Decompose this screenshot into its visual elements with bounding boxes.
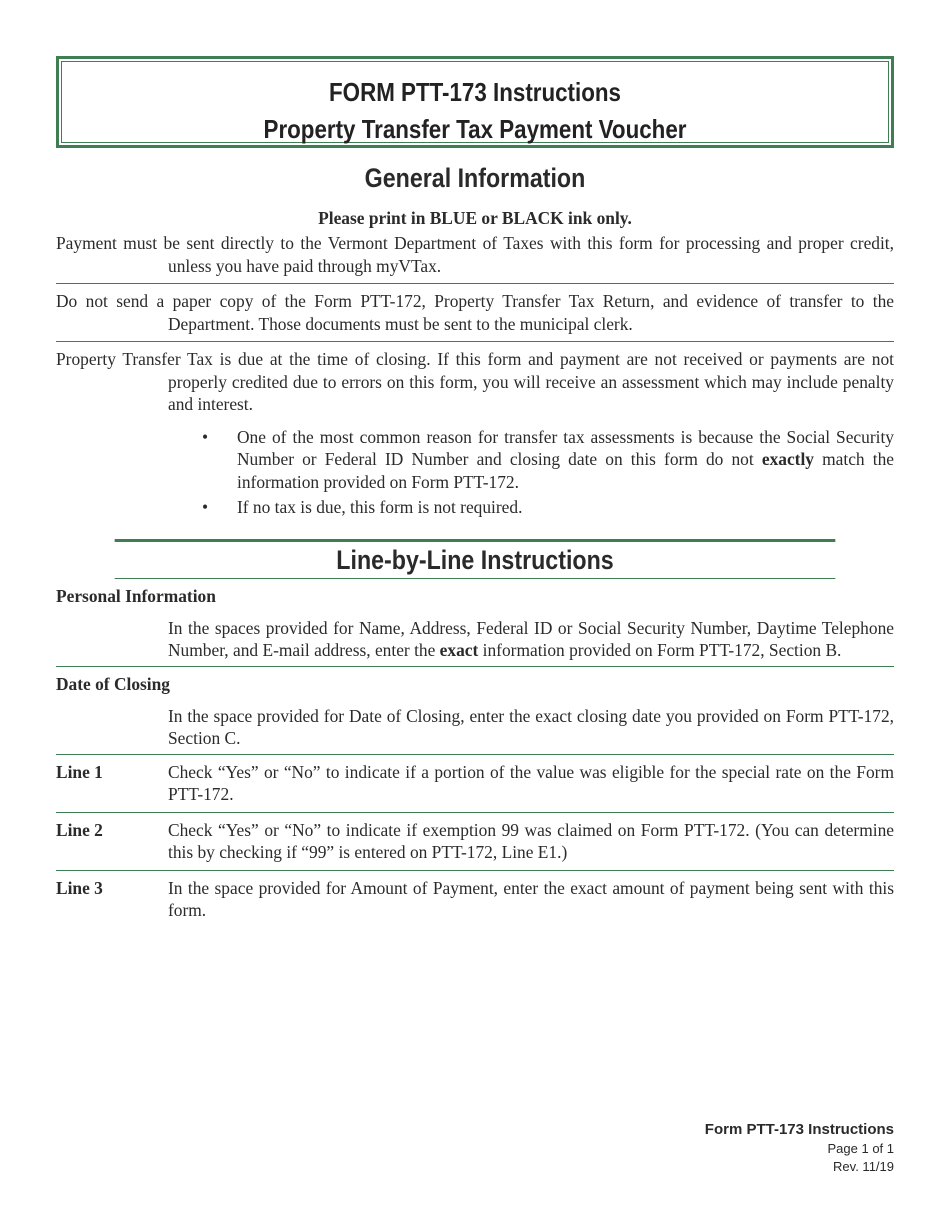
date-of-closing-text: In the space provided for Date of Closing, enter the exact closing date you provided on Form PTT-172, Section C. (56, 699, 894, 755)
line-3-row (56, 871, 894, 928)
due-at-closing-text: Property Transfer Tax is due at the time of closing. If this form and payment are not received or payments are not properly credited due to errors on this form, you will receive an assessment which may include penalty and interest. (56, 349, 894, 414)
title-box-inner (61, 61, 889, 143)
line-2-text: Check “Yes” or “No” to indicate if exemption 99 was claimed on Form PTT-172. (You can determine this by checking if “99” is entered on PTT-172, Line E1.) (168, 819, 894, 862)
bullet-text: If no tax is due, this form is not required. (237, 497, 523, 517)
personal-info-text: In the spaces provided for Name, Address, Federal ID or Social Security Number, Daytime Telephone Number, and E-mail address, enter the (168, 617, 894, 660)
assessment-bullet-list (56, 426, 894, 519)
line-1-label: Line 1 (56, 761, 103, 782)
personal-information-text (56, 611, 894, 667)
line-2-row (56, 813, 894, 871)
line-3-label: Line 3 (56, 877, 103, 898)
payment-paragraph: Payment must be sent directly to the Vermont Department of Taxes with this form for processing and proper credit, unless you have paid through myVTax. (56, 232, 894, 284)
line-2-label: Line 2 (56, 819, 103, 840)
personal-information-heading: Personal Information (56, 585, 216, 606)
line-1-row (56, 755, 894, 813)
line-3-text: In the space provided for Amount of Payment, enter the exact amount of payment being sent with this form. (168, 877, 894, 920)
form-subtitle: Property Transfer Tax Payment Voucher (263, 114, 687, 144)
bullet-icon: • (202, 426, 209, 447)
general-information-heading: General Information (364, 163, 586, 193)
footer-page-number: Page 1 of 1 (827, 1141, 894, 1156)
bullet-emphasis: exactly (761, 449, 814, 469)
personal-info-text-end: information provided on Form PTT-172, Section B. (478, 640, 842, 660)
footer-revision: Rev. 11/19 (833, 1159, 894, 1174)
list-item (202, 496, 894, 519)
footer-form-name: Form PTT-173 Instructions (704, 1121, 894, 1138)
list-item (202, 426, 894, 494)
paper-copy-paragraph: Do not send a paper copy of the Form PTT-172, Property Transfer Tax Return, and evidence of transfer to the Department. Those documents must be sent to the municipal clerk. (56, 284, 894, 342)
title-box (56, 56, 894, 148)
ink-note: Please print in BLUE or BLACK ink only. (318, 208, 632, 228)
document-page (56, 56, 894, 928)
bullet-icon: • (202, 497, 209, 517)
due-at-closing-paragraph (56, 342, 894, 422)
form-title: FORM PTT-173 Instructions (329, 77, 621, 107)
personal-info-emphasis: exact (439, 640, 479, 660)
line-1-text: Check “Yes” or “No” to indicate if a portion of the value was eligible for the special rate on the Form PTT-172. (168, 761, 894, 804)
bullet-text: One of the most common reason for transfer tax assessments is because the Social Security Number or Federal ID Number and closing date on this form do not (237, 426, 894, 469)
bullet-text-end: match the information provided on Form PTT-172. (237, 449, 894, 492)
date-of-closing-heading: Date of Closing (56, 673, 170, 694)
line-by-line-heading: Line-by-Line Instructions (115, 539, 836, 579)
page-footer (705, 1120, 894, 1176)
